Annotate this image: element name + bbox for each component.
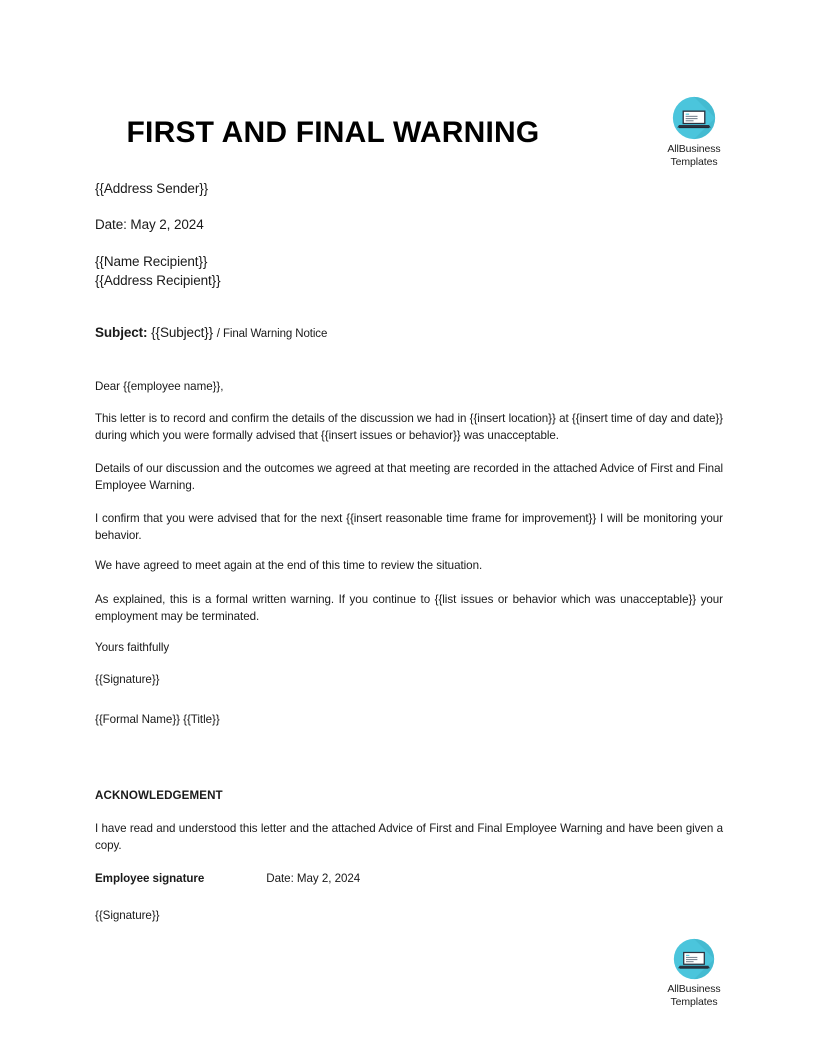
brand-logo-top xyxy=(649,96,739,168)
closing: Yours faithfully xyxy=(95,641,170,654)
laptop-icon xyxy=(672,96,716,140)
brand-name-line1: AllBusiness xyxy=(667,143,721,155)
formal-name-line: {{Formal Name}} {{Title}} xyxy=(95,713,220,726)
brand-logo-bottom xyxy=(649,938,739,1008)
employee-signature-label: Employee signature xyxy=(95,872,205,885)
subject-line xyxy=(95,325,327,340)
acknowledgement-heading: ACKNOWLEDGEMENT xyxy=(95,789,223,802)
subject-label: Subject: xyxy=(95,325,148,340)
date-line: Date: May 2, 2024 xyxy=(95,217,204,232)
employee-signature-date: Date: May 2, 2024 xyxy=(266,872,361,885)
brand-name xyxy=(649,143,739,168)
brand-name-line1: AllBusiness xyxy=(667,983,721,995)
salutation: Dear {{employee name}}, xyxy=(95,380,224,393)
paragraph-4: We have agreed to meet again at the end of this time to review the situation. xyxy=(95,559,483,572)
brand-name-line2: Templates xyxy=(670,995,718,1008)
laptop-icon xyxy=(673,938,715,980)
subject-suffix: / Final Warning Notice xyxy=(216,328,328,340)
paragraph-2: Details of our discussion and the outcomes we agreed at that meeting are recorded in the attached Advice of First and Final Employee Warning. xyxy=(95,462,723,492)
employee-signature-placeholder: {{Signature}} xyxy=(95,909,160,922)
brand-name xyxy=(649,983,739,1008)
signature-placeholder: {{Signature}} xyxy=(95,673,160,686)
brand-name-line2: Templates xyxy=(670,155,718,168)
page-title: FIRST AND FINAL WARNING xyxy=(126,116,540,149)
recipient-name: {{Name Recipient}} xyxy=(95,254,208,269)
acknowledgement-text: I have read and understood this letter and the attached Advice of First and Final Employee Warning and have been given a copy. xyxy=(95,822,723,852)
paragraph-3: I confirm that you were advised that for the next {{insert reasonable time frame for improvement}} I will be monitoring your behavior. xyxy=(95,512,723,542)
paragraph-1: This letter is to record and confirm the details of the discussion we had in {{insert location}} at {{insert time of day and date}} during which you were formally advised that {{insert issues or behavior}} was unacceptable. xyxy=(95,412,723,442)
subject-value: {{Subject}} xyxy=(151,325,214,340)
employee-signature-row xyxy=(95,872,360,885)
recipient-address: {{Address Recipient}} xyxy=(95,273,221,288)
paragraph-5: As explained, this is a formal written warning. If you continue to {{list issues or behavior which was unacceptable}} your employment may be terminated. xyxy=(95,593,723,623)
sender-address: {{Address Sender}} xyxy=(95,181,209,196)
